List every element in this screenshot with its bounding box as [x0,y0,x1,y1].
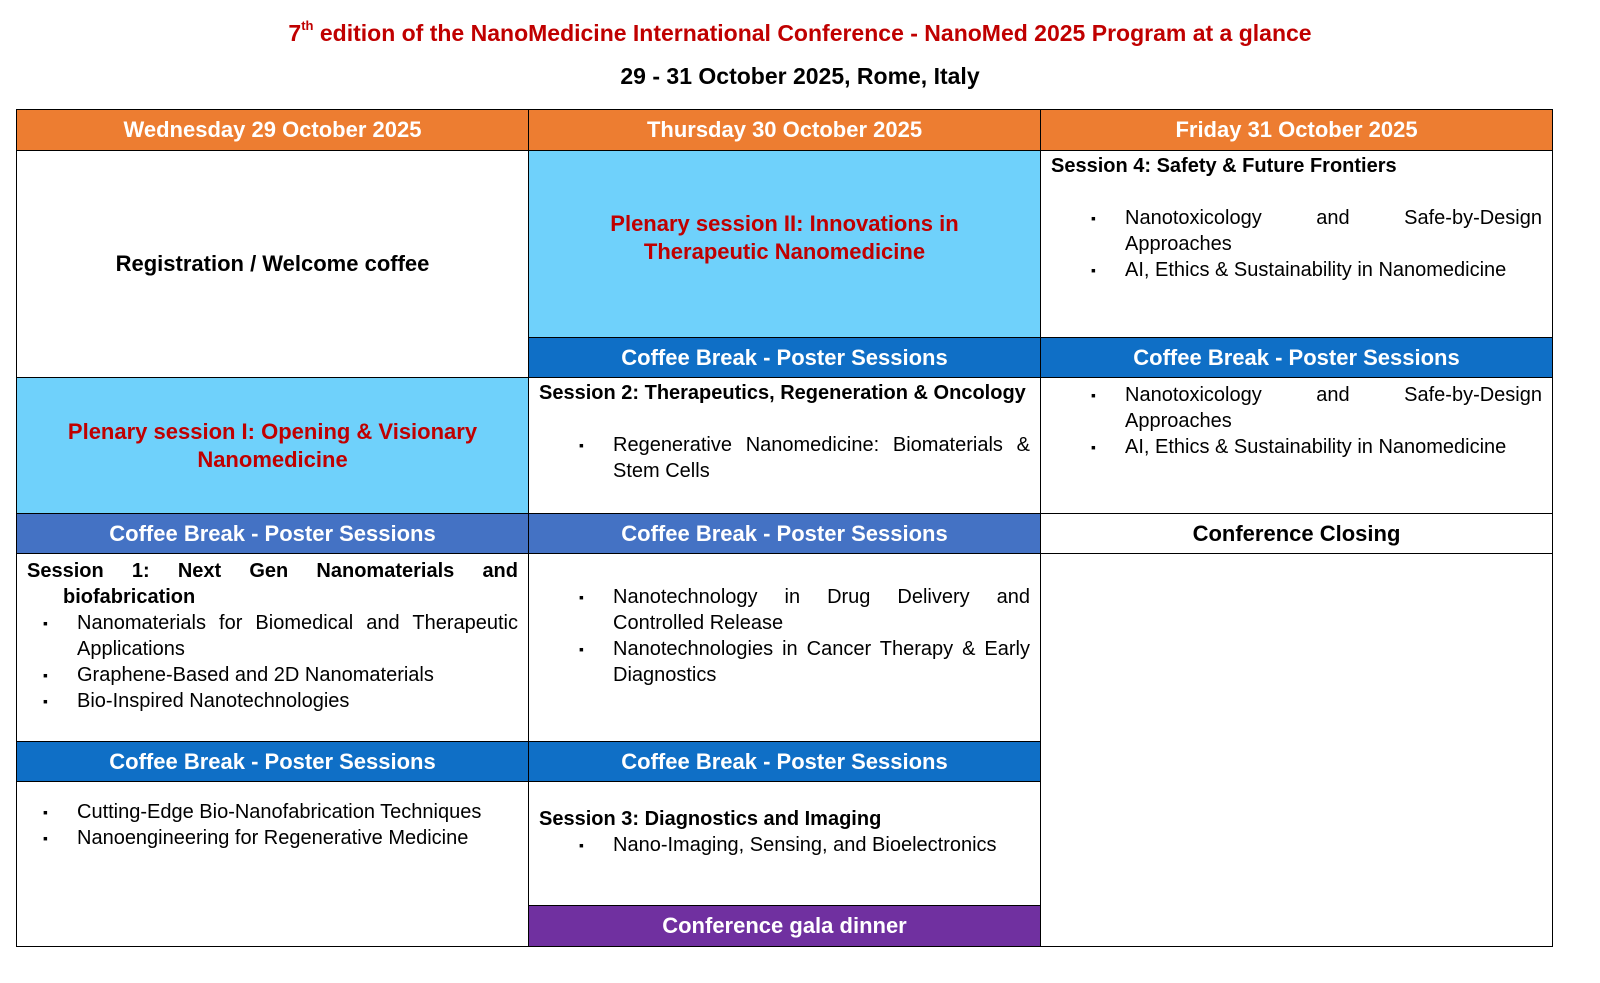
bullet-icon: ▪ [1091,210,1096,226]
list-item: ▪ Nanoengineering for Regenerative Medicine [43,827,469,849]
bullet-icon: ▪ [1091,262,1096,278]
fri-empty-cell [1040,553,1553,947]
fri-session-4-continued [1040,377,1553,514]
fri-coffee-break-1: Coffee Break - Poster Sessions [1040,337,1553,378]
wed-plenary-title: Plenary session I: Opening & Visionary Nanomedicine [67,418,478,472]
page-subtitle: 29 - 31 October 2025, Rome, Italy [620,63,980,89]
bullet-icon: ▪ [579,641,584,657]
list-item: ▪ AI, Ethics & Sustainability in Nanomedicine [1091,259,1507,281]
session-2b-list [539,584,1030,688]
bullet-icon: ▪ [1091,387,1096,403]
thu-coffee-break-3: Coffee Break - Poster Sessions [528,741,1041,782]
session-2-title: Session 2: Therapeutics, Regeneration & Oncology [539,382,1026,404]
list-item: ▪ Nanotoxicology and Safe-by-Design Approaches [1091,384,1542,432]
wed-coffee-break-1: Coffee Break - Poster Sessions [16,513,529,554]
list-item: ▪ Nanomaterials for Biomedical and Therapeutic Applications [43,612,518,660]
list-item: ▪ AI, Ethics & Sustainability in Nanomedicine [1091,436,1507,458]
wed-session-1 [16,553,529,742]
list-item: ▪ Nano-Imaging, Sensing, and Bioelectronics [579,834,997,856]
header-wednesday: Wednesday 29 October 2025 [16,109,529,151]
bullet-icon: ▪ [579,837,584,853]
list-item: ▪ Nanotechnology in Drug Delivery and Controlled Release [579,586,1030,634]
session-4-list [1051,205,1542,283]
wed-session-1-continued [16,781,529,947]
bullet-icon: ▪ [579,437,584,453]
list-item: ▪ Regenerative Nanomedicine: Biomaterials & Stem Cells [579,434,1030,482]
list-item: ▪ Nanotechnologies in Cancer Therapy & Early Diagnostics [579,638,1030,686]
thu-plenary-title: Plenary session II: Innovations in Therapeutic Nanomedicine [610,211,959,264]
fri-session-4 [1040,150,1553,338]
list-item: ▪ Cutting-Edge Bio-Nanofabrication Techniques [43,801,482,823]
session-1-title: Session 1: Next Gen Nanomaterials and [27,560,518,582]
session-3-list [539,832,1030,858]
list-item: ▪ Bio-Inspired Nanotechnologies [43,690,350,712]
bullet-icon: ▪ [43,830,48,846]
bullet-icon: ▪ [1091,439,1096,455]
thu-gala-dinner: Conference gala dinner [528,905,1041,947]
session-1-list [16,610,518,714]
session-1b-list [16,799,518,851]
thu-session-2-continued [528,553,1041,742]
wed-coffee-break-2: Coffee Break - Poster Sessions [16,741,529,782]
session-2-list [539,432,1030,484]
session-3-title: Session 3: Diagnostics and Imaging [539,808,882,830]
list-item: ▪ Graphene-Based and 2D Nanomaterials [43,664,434,686]
list-item: ▪ Nanotoxicology and Safe-by-Design Approaches [1091,207,1542,255]
thu-session-2 [528,377,1041,514]
session-4b-list [1051,382,1542,460]
header-friday: Friday 31 October 2025 [1040,109,1553,151]
fri-conference-closing: Conference Closing [1040,513,1553,554]
page-title: 7th edition of the NanoMedicine International Conference - NanoMed 2025 Program at a glance [288,18,1312,46]
session-4-title: Session 4: Safety & Future Frontiers [1051,155,1397,177]
thu-coffee-break-2: Coffee Break - Poster Sessions [528,513,1041,554]
bullet-icon: ▪ [43,667,48,683]
thu-session-3 [528,781,1041,906]
bullet-icon: ▪ [43,693,48,709]
thu-plenary-session [528,150,1041,338]
wed-plenary-session [16,377,529,514]
session-1-title-cont: biofabrication [63,586,196,608]
bullet-icon: ▪ [579,589,584,605]
bullet-icon: ▪ [43,615,48,631]
wed-registration: Registration / Welcome coffee [16,150,529,378]
header-thursday: Thursday 30 October 2025 [528,109,1041,151]
thu-coffee-break-1: Coffee Break - Poster Sessions [528,337,1041,378]
bullet-icon: ▪ [43,804,48,820]
